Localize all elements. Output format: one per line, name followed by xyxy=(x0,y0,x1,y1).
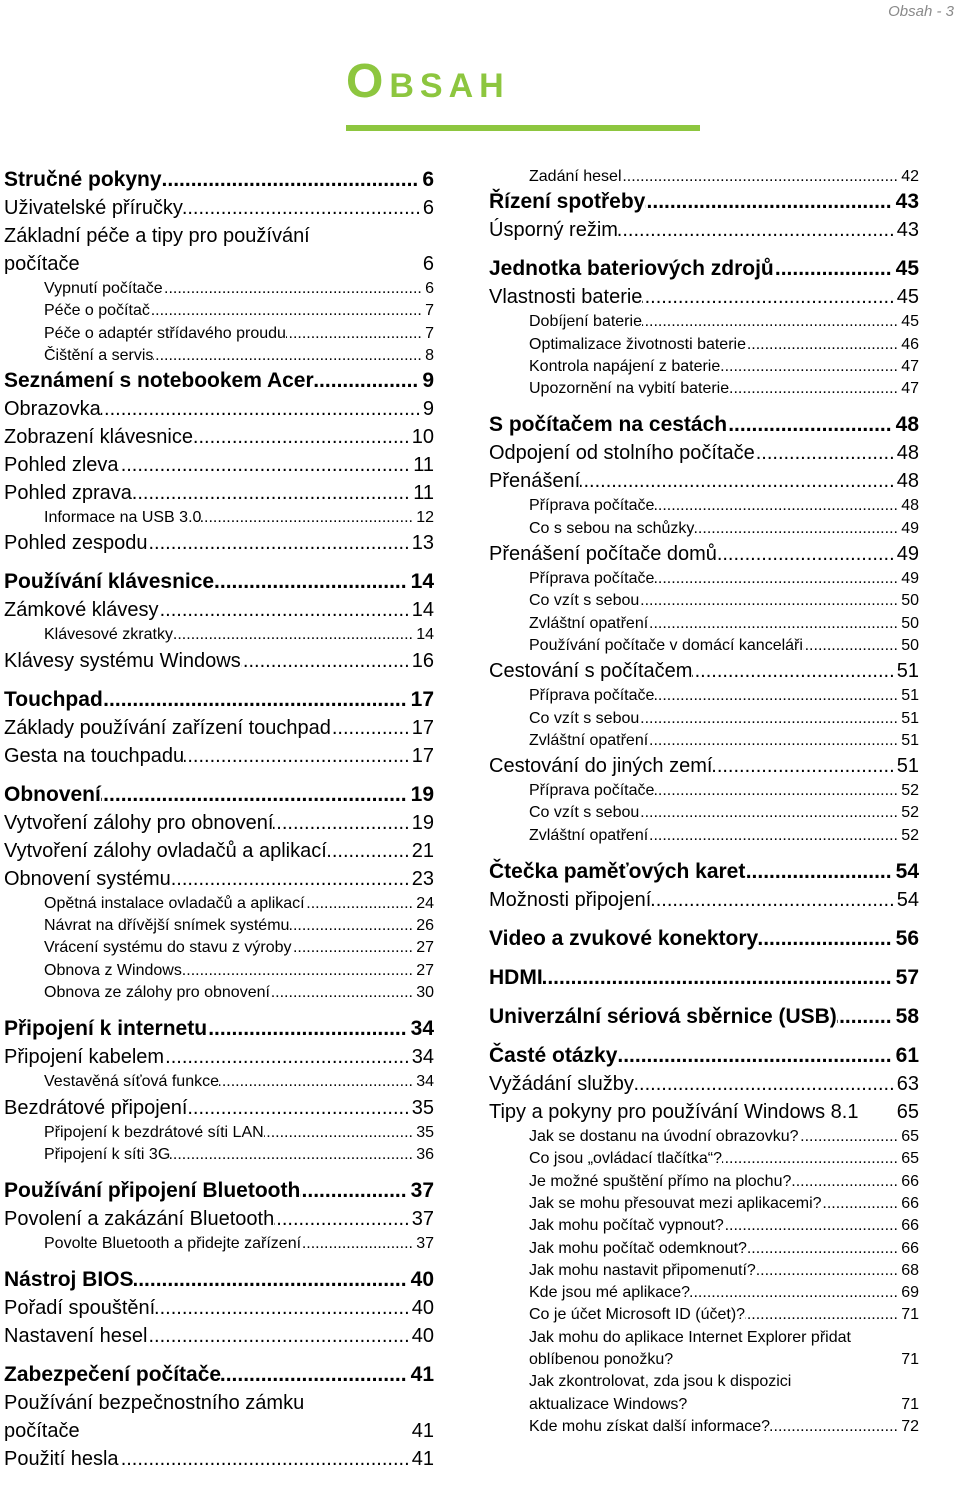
toc-entry[interactable] xyxy=(4,479,434,507)
toc-entry-label: Jak se dostanu na úvodní obrazovku? xyxy=(529,1128,799,1146)
toc-entry-page: 71 xyxy=(898,1304,919,1326)
toc-entry-label: Návrat na dřívější snímek systému xyxy=(44,917,290,935)
toc-entry[interactable] xyxy=(489,1304,919,1326)
toc-entry-label: Obnova z Windows xyxy=(44,961,182,979)
toc-entry[interactable] xyxy=(489,1126,919,1148)
toc-entry-page: 9 xyxy=(420,395,434,423)
toc-entry[interactable] xyxy=(489,467,919,495)
toc-entry-label: Povolte Bluetooth a přidejte zařízení xyxy=(44,1235,302,1253)
toc-entry[interactable] xyxy=(4,596,434,624)
toc-entry-label: Opětná instalace ovladačů a aplikací xyxy=(44,894,305,912)
toc-entry[interactable] xyxy=(489,780,919,802)
toc-entry-label: Příprava počítače xyxy=(529,570,655,588)
toc-entry[interactable] xyxy=(4,647,434,675)
toc-section-entry[interactable] xyxy=(489,1003,919,1031)
toc-entry-page: 27 xyxy=(413,937,434,959)
toc-entry-label: Cestování do jiných zemí xyxy=(489,755,713,778)
toc-entry-label: Kde jsou mé aplikace? xyxy=(529,1284,690,1302)
toc-entry-label: Řízení spotřeby xyxy=(489,190,646,214)
toc-entry-page: 51 xyxy=(898,685,919,707)
toc-entry-page: 47 xyxy=(898,356,919,378)
toc-entry-label: Klávesy systému Windows xyxy=(4,649,241,672)
toc-entry-label: Použití hesla xyxy=(4,1448,119,1471)
toc-entry-page: 48 xyxy=(898,495,919,517)
toc-entry-page: 8 xyxy=(422,345,434,367)
toc-entry-label: Kde mohu získat další informace? xyxy=(529,1417,771,1435)
toc-entry[interactable] xyxy=(4,222,434,278)
toc-entry-page: 47 xyxy=(898,378,919,400)
toc-entry-label: Příprava počítače xyxy=(529,497,655,515)
toc-entry-page: 11 xyxy=(410,479,434,507)
toc-entry[interactable] xyxy=(4,1144,434,1166)
toc-entry[interactable] xyxy=(4,837,434,865)
toc-entry[interactable] xyxy=(489,1171,919,1193)
toc-section-entry[interactable] xyxy=(489,925,919,953)
toc-entry[interactable] xyxy=(489,283,919,311)
toc-entry-label: Gesta na touchpadu xyxy=(4,744,185,767)
toc-entry-label: Co vzít s sebou xyxy=(529,592,640,610)
toc-entry-label: Úsporný režim xyxy=(489,219,618,242)
toc-section-entry[interactable] xyxy=(4,1015,434,1043)
toc-entry[interactable] xyxy=(4,1445,434,1473)
toc-entry-label: Co s sebou na schůzky xyxy=(529,519,695,537)
toc-entry[interactable] xyxy=(4,1294,434,1322)
toc-entry[interactable] xyxy=(489,1327,919,1372)
toc-entry[interactable] xyxy=(489,1416,919,1438)
toc-entry-label: Péče o počítač xyxy=(44,302,150,320)
toc-entry-label: Upozornění na vybití baterie xyxy=(529,380,730,398)
toc-entry-page: 35 xyxy=(409,1094,434,1122)
toc-entry[interactable] xyxy=(4,1094,434,1122)
toc-section-entry[interactable] xyxy=(4,1266,434,1294)
toc-entry[interactable] xyxy=(4,451,434,479)
toc-entry[interactable] xyxy=(489,1148,919,1170)
toc-section-entry[interactable] xyxy=(4,568,434,596)
toc-entry[interactable] xyxy=(489,1098,919,1126)
toc-entry[interactable] xyxy=(489,590,919,612)
toc-entry-page: 14 xyxy=(409,596,434,624)
toc-entry-label: Jak se mohu přesouvat mezi aplikacemi? xyxy=(529,1194,822,1212)
toc-entry-page: 52 xyxy=(898,825,919,847)
toc-entry-page: 45 xyxy=(893,255,919,283)
toc-entry-label: Nastavení hesel xyxy=(4,1325,148,1348)
toc-entry[interactable] xyxy=(489,216,919,244)
toc-entry-page: 66 xyxy=(898,1238,919,1260)
toc-entry-page: 66 xyxy=(898,1215,919,1237)
toc-entry-label: Zámkové klávesy xyxy=(4,599,159,622)
toc-entry-label: Bezdrátové připojení xyxy=(4,1096,188,1119)
toc-entry-page: 65 xyxy=(894,1098,919,1126)
toc-entry-label: Vytvoření zálohy pro obnovení xyxy=(4,811,274,834)
toc-entry[interactable] xyxy=(4,809,434,837)
toc-entry-label: Obnova ze zálohy pro obnovení xyxy=(44,983,270,1001)
toc-entry-page: 49 xyxy=(894,540,919,568)
toc-entry-page: 51 xyxy=(898,708,919,730)
toc-entry[interactable] xyxy=(4,529,434,557)
toc-entry-page: 37 xyxy=(413,1233,434,1255)
toc-entry-label: Co vzít s sebou xyxy=(529,804,640,822)
toc-section-entry[interactable] xyxy=(4,781,434,809)
toc-entry-page: 72 xyxy=(898,1416,919,1438)
toc-entry-label: Video a zvukové konektory xyxy=(489,927,759,951)
toc-entry-label: Cestování s počítačem xyxy=(489,660,693,683)
running-head: Obsah - 3 xyxy=(888,3,954,20)
toc-entry-label: Obrazovka xyxy=(4,398,101,421)
toc-entry-label: Péče o adaptér střídavého proudu xyxy=(44,324,286,342)
toc-entry-page: 23 xyxy=(409,865,434,893)
toc-entry[interactable] xyxy=(489,356,919,378)
toc-entry[interactable] xyxy=(489,568,919,590)
toc-entry-page: 34 xyxy=(408,1015,434,1043)
toc-entry-label: Čištění a servis xyxy=(44,346,154,364)
toc-entry-page: 21 xyxy=(409,837,434,865)
toc-entry-label: Univerzální sériová sběrnice (USB) xyxy=(489,1005,837,1029)
toc-entry-label: Kontrola napájení z baterie xyxy=(529,357,721,375)
toc-entry[interactable] xyxy=(489,1260,919,1282)
toc-entry[interactable] xyxy=(4,982,434,1004)
toc-entry-page: 13 xyxy=(409,529,434,557)
toc-entry-label: Možnosti připojení xyxy=(489,889,652,912)
toc-entry-page: 11 xyxy=(410,451,434,479)
toc-entry-label: Touchpad xyxy=(4,687,103,711)
toc-entry[interactable] xyxy=(489,378,919,400)
toc-section-entry[interactable] xyxy=(4,686,434,714)
toc-entry-label: Co je účet Microsoft ID (účet)? xyxy=(529,1306,746,1324)
toc-entry[interactable] xyxy=(4,300,434,322)
toc-entry[interactable] xyxy=(4,1322,434,1350)
toc-entry-label: Vrácení systému do stavu z výroby xyxy=(44,939,292,957)
toc-entry-label: Jak zkontrolovat, zda jsou k dispozici aktualizace Windows? xyxy=(529,1371,919,1416)
toc-entry-page: 14 xyxy=(413,624,434,646)
toc-entry-page: 34 xyxy=(409,1043,434,1071)
toc-entry-page: 45 xyxy=(898,311,919,333)
toc-entry-page: 41 xyxy=(409,1417,434,1445)
toc-section-entry[interactable] xyxy=(489,411,919,439)
toc-entry[interactable] xyxy=(489,1282,919,1304)
toc-entry-page: 35 xyxy=(413,1122,434,1144)
toc-entry-page: 50 xyxy=(898,613,919,635)
toc-entry-page: 46 xyxy=(898,334,919,356)
toc-entry[interactable] xyxy=(4,323,434,345)
toc-entry[interactable] xyxy=(4,960,434,982)
toc-entry-page: 6 xyxy=(422,278,434,300)
toc-entry-label: Pohled zleva xyxy=(4,454,119,477)
toc-entry[interactable] xyxy=(489,730,919,752)
toc-entry-page: 51 xyxy=(898,730,919,752)
toc-entry-label: Seznámení s notebookem Acer xyxy=(4,369,314,393)
toc-entry[interactable] xyxy=(4,742,434,770)
toc-entry-page: 56 xyxy=(893,925,919,953)
title-rule xyxy=(346,125,700,131)
toc-entry-page: 65 xyxy=(898,1126,919,1148)
toc-section-entry[interactable] xyxy=(489,964,919,992)
toc-entry-label: Používání počítače v domácí kanceláři xyxy=(529,636,803,654)
toc-section-entry[interactable] xyxy=(489,858,919,886)
toc-entry-label: Zabezpečení počítače xyxy=(4,1363,222,1387)
toc-entry-page: 7 xyxy=(422,323,434,345)
toc-entry-page: 71 xyxy=(898,1349,919,1371)
toc-entry-label: Základní péče a tipy pro používání počítače xyxy=(4,222,434,278)
toc-entry-label: Připojení kabelem xyxy=(4,1046,165,1069)
toc-entry[interactable] xyxy=(4,194,434,222)
toc-right-column xyxy=(489,166,919,1438)
toc-entry-page: 41 xyxy=(408,1361,434,1389)
toc-entry-page: 48 xyxy=(894,439,919,467)
toc-section-entry[interactable] xyxy=(489,1042,919,1070)
toc-entry[interactable] xyxy=(489,802,919,824)
toc-entry-page: 45 xyxy=(894,283,919,311)
toc-entry[interactable] xyxy=(4,1389,434,1445)
toc-entry-page: 42 xyxy=(898,166,919,188)
toc-entry[interactable] xyxy=(4,937,434,959)
toc-entry-page: 37 xyxy=(408,1177,434,1205)
toc-entry-label: Dobíjení baterie xyxy=(529,313,642,331)
toc-entry-label: HDMI xyxy=(489,966,543,990)
toc-entry-page: 14 xyxy=(408,568,434,596)
toc-entry[interactable] xyxy=(4,624,434,646)
toc-entry-page: 54 xyxy=(894,886,919,914)
toc-entry[interactable] xyxy=(489,752,919,780)
toc-entry-label: Přenášení počítače domů xyxy=(489,543,717,566)
toc-entry-label: Jak mohu do aplikace Internet Explorer přidat oblíbenou ponožku? xyxy=(529,1327,919,1372)
toc-entry-page: 27 xyxy=(413,960,434,982)
toc-entry-label: Pohled zprava xyxy=(4,482,132,505)
toc-entry-label: Vypnutí počítače xyxy=(44,280,163,297)
toc-entry-label: Uživatelské příručky xyxy=(4,197,183,219)
title-block xyxy=(346,50,700,134)
toc-entry-label: Vyžádání služby xyxy=(489,1073,634,1096)
toc-entry-page: 49 xyxy=(898,568,919,590)
toc-entry[interactable] xyxy=(489,1215,919,1237)
toc-section-entry[interactable] xyxy=(4,367,434,395)
toc-entry-page: 40 xyxy=(409,1322,434,1350)
toc-entry[interactable] xyxy=(489,708,919,730)
toc-entry-page: 54 xyxy=(893,858,919,886)
toc-entry[interactable] xyxy=(489,1070,919,1098)
toc-entry-page: 19 xyxy=(409,809,434,837)
toc-entry[interactable] xyxy=(489,685,919,707)
toc-entry-label: Nástroj BIOS xyxy=(4,1268,134,1292)
toc-entry-label: Povolení a zakázání Bluetooth xyxy=(4,1208,275,1231)
toc-entry-page: 66 xyxy=(898,1171,919,1193)
toc-entry-label: Připojení k síti 3G xyxy=(44,1145,171,1163)
toc-entry-page: 52 xyxy=(898,780,919,802)
toc-entry[interactable] xyxy=(489,1193,919,1215)
toc-entry-label: Používání bezpečnostního zámku počítače xyxy=(4,1389,434,1445)
toc-entry-page: 50 xyxy=(898,590,919,612)
toc-entry-label: Obnovení systému xyxy=(4,867,171,890)
toc-entry[interactable] xyxy=(4,345,434,367)
toc-entry[interactable] xyxy=(489,635,919,657)
toc-entry[interactable] xyxy=(489,613,919,635)
toc-entry-label: Obnovení xyxy=(4,782,101,806)
toc-section-entry[interactable] xyxy=(4,1177,434,1205)
toc-entry[interactable] xyxy=(4,1205,434,1233)
toc-entry[interactable] xyxy=(4,1122,434,1144)
toc-entry-label: Základy používání zařízení touchpad xyxy=(4,716,331,739)
toc-entry-page: 17 xyxy=(409,742,434,770)
toc-entry[interactable] xyxy=(4,1043,434,1071)
toc-entry-page: 48 xyxy=(894,467,919,495)
toc-section-entry[interactable] xyxy=(4,1361,434,1389)
toc-entry-label: Vytvoření zálohy ovladačů a aplikací xyxy=(4,839,327,862)
toc-entry[interactable] xyxy=(4,915,434,937)
toc-entry-page: 51 xyxy=(894,657,919,685)
toc-entry-label: Připojení k bezdrátové síti LAN xyxy=(44,1123,264,1141)
toc-entry-page: 9 xyxy=(419,367,434,395)
toc-entry-page: 19 xyxy=(408,781,434,809)
toc-entry-label: Čtečka paměťových karet xyxy=(489,860,746,884)
toc-entry-page: 16 xyxy=(409,647,434,675)
page-title: Obsah xyxy=(346,55,510,108)
toc-entry-label: Jak mohu počítač vypnout? xyxy=(529,1217,724,1235)
toc-entry-page: 68 xyxy=(898,1260,919,1282)
toc-entry-label: Odpojení od stolního počítače xyxy=(489,442,755,465)
toc-entry-page: 34 xyxy=(413,1071,434,1093)
toc-entry-page: 69 xyxy=(898,1282,919,1304)
toc-entry[interactable] xyxy=(4,395,434,423)
toc-entry-page: 40 xyxy=(408,1266,434,1294)
toc-entry-page: 43 xyxy=(893,188,919,216)
toc-entry-page: 17 xyxy=(408,686,434,714)
toc-entry-page: 71 xyxy=(898,1394,919,1416)
toc-entry[interactable] xyxy=(4,507,434,529)
toc-entry[interactable] xyxy=(489,334,919,356)
toc-entry-label: Klávesové zkratky xyxy=(44,626,173,644)
toc-entry-page: 26 xyxy=(413,915,434,937)
toc-entry-label: Přenášení xyxy=(489,470,581,493)
toc-entry-label: Zadání hesel xyxy=(529,168,622,185)
toc-section-entry[interactable] xyxy=(4,166,434,194)
toc-entry-label: Jak mohu počítač odemknout? xyxy=(529,1239,747,1257)
toc-entry[interactable] xyxy=(489,1238,919,1260)
toc-entry-page: 51 xyxy=(894,752,919,780)
toc-entry[interactable] xyxy=(489,311,919,333)
toc-entry-page: 30 xyxy=(413,982,434,1004)
toc-entry-page: 6 xyxy=(420,194,434,222)
toc-entry[interactable] xyxy=(489,518,919,540)
toc-entry-page: 12 xyxy=(413,507,434,529)
toc-entry-page: 50 xyxy=(898,635,919,657)
toc-entry-label: Stručné pokyny xyxy=(4,168,162,191)
toc-entry-page: 49 xyxy=(898,518,919,540)
toc-entry-label: Jak mohu nastavit připomenutí? xyxy=(529,1261,756,1279)
toc-entry-label: Optimalizace životnosti baterie xyxy=(529,335,746,353)
toc-entry[interactable] xyxy=(4,893,434,915)
toc-entry[interactable] xyxy=(4,865,434,893)
toc-section-entry[interactable] xyxy=(489,255,919,283)
toc-entry[interactable] xyxy=(4,714,434,742)
toc-entry-label: Používání připojení Bluetooth xyxy=(4,1179,301,1203)
toc-entry-page: 37 xyxy=(409,1205,434,1233)
toc-entry[interactable] xyxy=(489,657,919,685)
toc-entry-label: Zvláštní opatření xyxy=(529,731,649,749)
toc-entry-label: Používání klávesnice xyxy=(4,570,215,594)
toc-entry-page: 10 xyxy=(409,423,434,451)
toc-entry-page: 66 xyxy=(898,1193,919,1215)
toc-entry[interactable] xyxy=(4,423,434,451)
toc-entry-page: 43 xyxy=(894,216,919,244)
toc-entry-page: 7 xyxy=(422,300,434,322)
toc-entry[interactable] xyxy=(489,495,919,517)
toc-entry[interactable] xyxy=(489,825,919,847)
toc-entry-page: 6 xyxy=(419,166,434,194)
toc-entry-page: 24 xyxy=(413,893,434,915)
toc-entry-page: 63 xyxy=(894,1070,919,1098)
toc-entry[interactable] xyxy=(489,540,919,568)
toc-entry-page: 48 xyxy=(893,411,919,439)
toc-entry-label: Informace na USB 3.0 xyxy=(44,509,202,527)
toc-entry-label: Jednotka bateriových zdrojů xyxy=(489,257,774,281)
toc-entry[interactable] xyxy=(489,886,919,914)
toc-entry-label: Pořadí spouštění xyxy=(4,1297,156,1320)
toc-entry[interactable] xyxy=(489,166,919,188)
toc-entry-label: Co vzít s sebou xyxy=(529,709,640,727)
toc-entry-label: S počítačem na cestách xyxy=(489,413,728,437)
toc-entry-label: Vestavěná síťová funkce xyxy=(44,1073,219,1091)
toc-entry-label: Příprava počítače xyxy=(529,687,655,705)
toc-entry-page: 58 xyxy=(893,1003,919,1031)
toc-entry-label: Zvláštní opatření xyxy=(529,826,649,844)
toc-entry-label: Pohled zespodu xyxy=(4,532,148,555)
toc-entry-page: 52 xyxy=(898,802,919,824)
toc-entry-label: Tipy a pokyny pro používání Windows 8.1 xyxy=(489,1098,919,1126)
toc-entry-label: Zobrazení klávesnice xyxy=(4,426,193,449)
toc-entry[interactable] xyxy=(4,1233,434,1255)
toc-entry-label: Časté otázky xyxy=(489,1044,618,1068)
toc-entry-page: 57 xyxy=(893,964,919,992)
toc-entry-label: Vlastnosti baterie xyxy=(489,286,643,309)
toc-entry-label: Co jsou „ovládací tlačítka“? xyxy=(529,1150,722,1168)
toc-entry-page: 61 xyxy=(893,1042,919,1070)
toc-entry[interactable] xyxy=(4,278,434,300)
toc-entry-page: 6 xyxy=(420,250,434,278)
toc-entry[interactable] xyxy=(489,1371,919,1416)
toc-left-column xyxy=(4,166,434,1473)
toc-section-entry[interactable] xyxy=(489,188,919,216)
toc-entry-page: 65 xyxy=(898,1148,919,1170)
toc-entry-page: 40 xyxy=(409,1294,434,1322)
toc-entry-label: Příprava počítače xyxy=(529,782,655,800)
toc-entry-page: 36 xyxy=(413,1144,434,1166)
toc-entry[interactable] xyxy=(489,439,919,467)
toc-entry-label: Je možné spuštění přímo na plochu? xyxy=(529,1172,792,1190)
toc-entry-page: 41 xyxy=(409,1445,434,1473)
toc-entry-label: Zvláštní opatření xyxy=(529,614,649,632)
toc-entry[interactable] xyxy=(4,1071,434,1093)
toc-entry-label: Připojení k internetu xyxy=(4,1017,208,1041)
toc-entry-page: 17 xyxy=(409,714,434,742)
